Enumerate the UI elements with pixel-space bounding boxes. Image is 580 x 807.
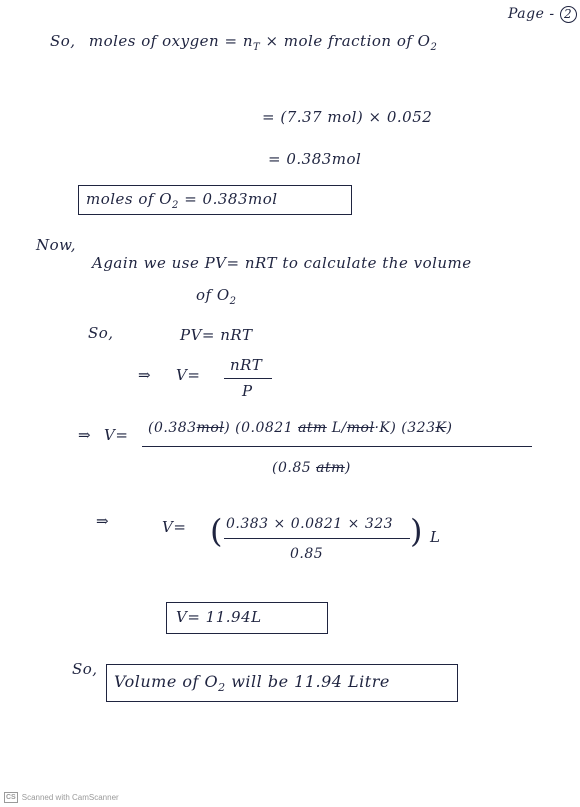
num-mol-cancelled: mol [196, 420, 225, 436]
v-equals-2: V= [104, 426, 129, 444]
open-paren: ( [210, 512, 223, 550]
again-text: Again we use PV= nRT to calculate the volume [92, 254, 472, 272]
fraction-bar-1 [224, 378, 272, 379]
num-k-cancelled: K [435, 420, 447, 436]
of-o2-label: of O [196, 286, 230, 304]
page-number-circle: 2 [560, 6, 577, 23]
final-answer-text [114, 672, 390, 694]
v-equals-3: V= [162, 518, 187, 536]
box-moles-value: = 0.383mol [184, 190, 278, 208]
so-label: So, [50, 32, 76, 50]
line-moles-oxygen [50, 32, 437, 53]
frac-numerator: 0.383 × 0.0821 × 323 [226, 516, 394, 532]
implies-1: ⇒ [138, 366, 152, 384]
implies-2: ⇒ [78, 426, 92, 444]
den-part-a: (0.85 [272, 460, 312, 476]
camscanner-text: Scanned with CamScanner [21, 793, 119, 802]
final-sub: 2 [218, 681, 226, 695]
frac-denominator: 0.85 [290, 546, 324, 562]
big-numerator [148, 420, 452, 436]
line-calculation: = (7.37 mol) × 0.052 [262, 108, 433, 126]
num-part-c: L/ [326, 420, 347, 436]
camscanner-watermark [4, 792, 119, 803]
pv-nrt: PV= nRT [180, 326, 253, 344]
big-denominator [272, 460, 351, 476]
final-value-text: will be 11.94 Litre [231, 672, 390, 691]
line-result: = 0.383mol [268, 150, 362, 168]
page-number [508, 6, 577, 23]
fraction-bar-3 [224, 538, 410, 539]
num-part-b: ) (0.0821 [224, 420, 294, 436]
num-part-e: ) [446, 420, 453, 436]
den-atm-cancelled: atm [316, 460, 345, 476]
fraction-bar-2 [142, 446, 532, 447]
moles-oxygen-text: moles of oxygen = n [88, 32, 253, 50]
of-o2-sub: 2 [229, 296, 237, 307]
box-moles-text [86, 190, 278, 211]
close-paren: ) [410, 512, 423, 550]
subscript-t: T [252, 42, 261, 53]
box-volume-text: V= 11.94L [176, 608, 262, 626]
so-label-3: So, [72, 660, 98, 678]
so-label-2: So, [88, 324, 114, 342]
num-part-a: (0.383 [148, 420, 197, 436]
num-mol2-cancelled: mol [346, 420, 375, 436]
camscanner-logo-icon: CS [6, 794, 16, 801]
nrt-numerator: nRT [230, 356, 263, 374]
page-label: Page - [508, 6, 555, 22]
unit-l: L [430, 528, 441, 546]
num-part-d: ·K) (323 [374, 420, 436, 436]
now-label: Now, [36, 236, 76, 254]
of-o2-text [196, 286, 237, 307]
den-part-b: ) [344, 460, 351, 476]
box-moles-label: moles of O [86, 190, 173, 208]
num-atm-cancelled: atm [298, 420, 327, 436]
implies-3: ⇒ [96, 512, 110, 530]
subscript-2: 2 [430, 42, 438, 53]
v-equals-1: V= [176, 366, 201, 384]
p-denominator: P [242, 382, 253, 400]
mole-fraction-text: × mole fraction of O [265, 32, 431, 50]
final-volume-label: Volume of O [114, 672, 219, 691]
box-moles-sub: 2 [172, 200, 179, 211]
